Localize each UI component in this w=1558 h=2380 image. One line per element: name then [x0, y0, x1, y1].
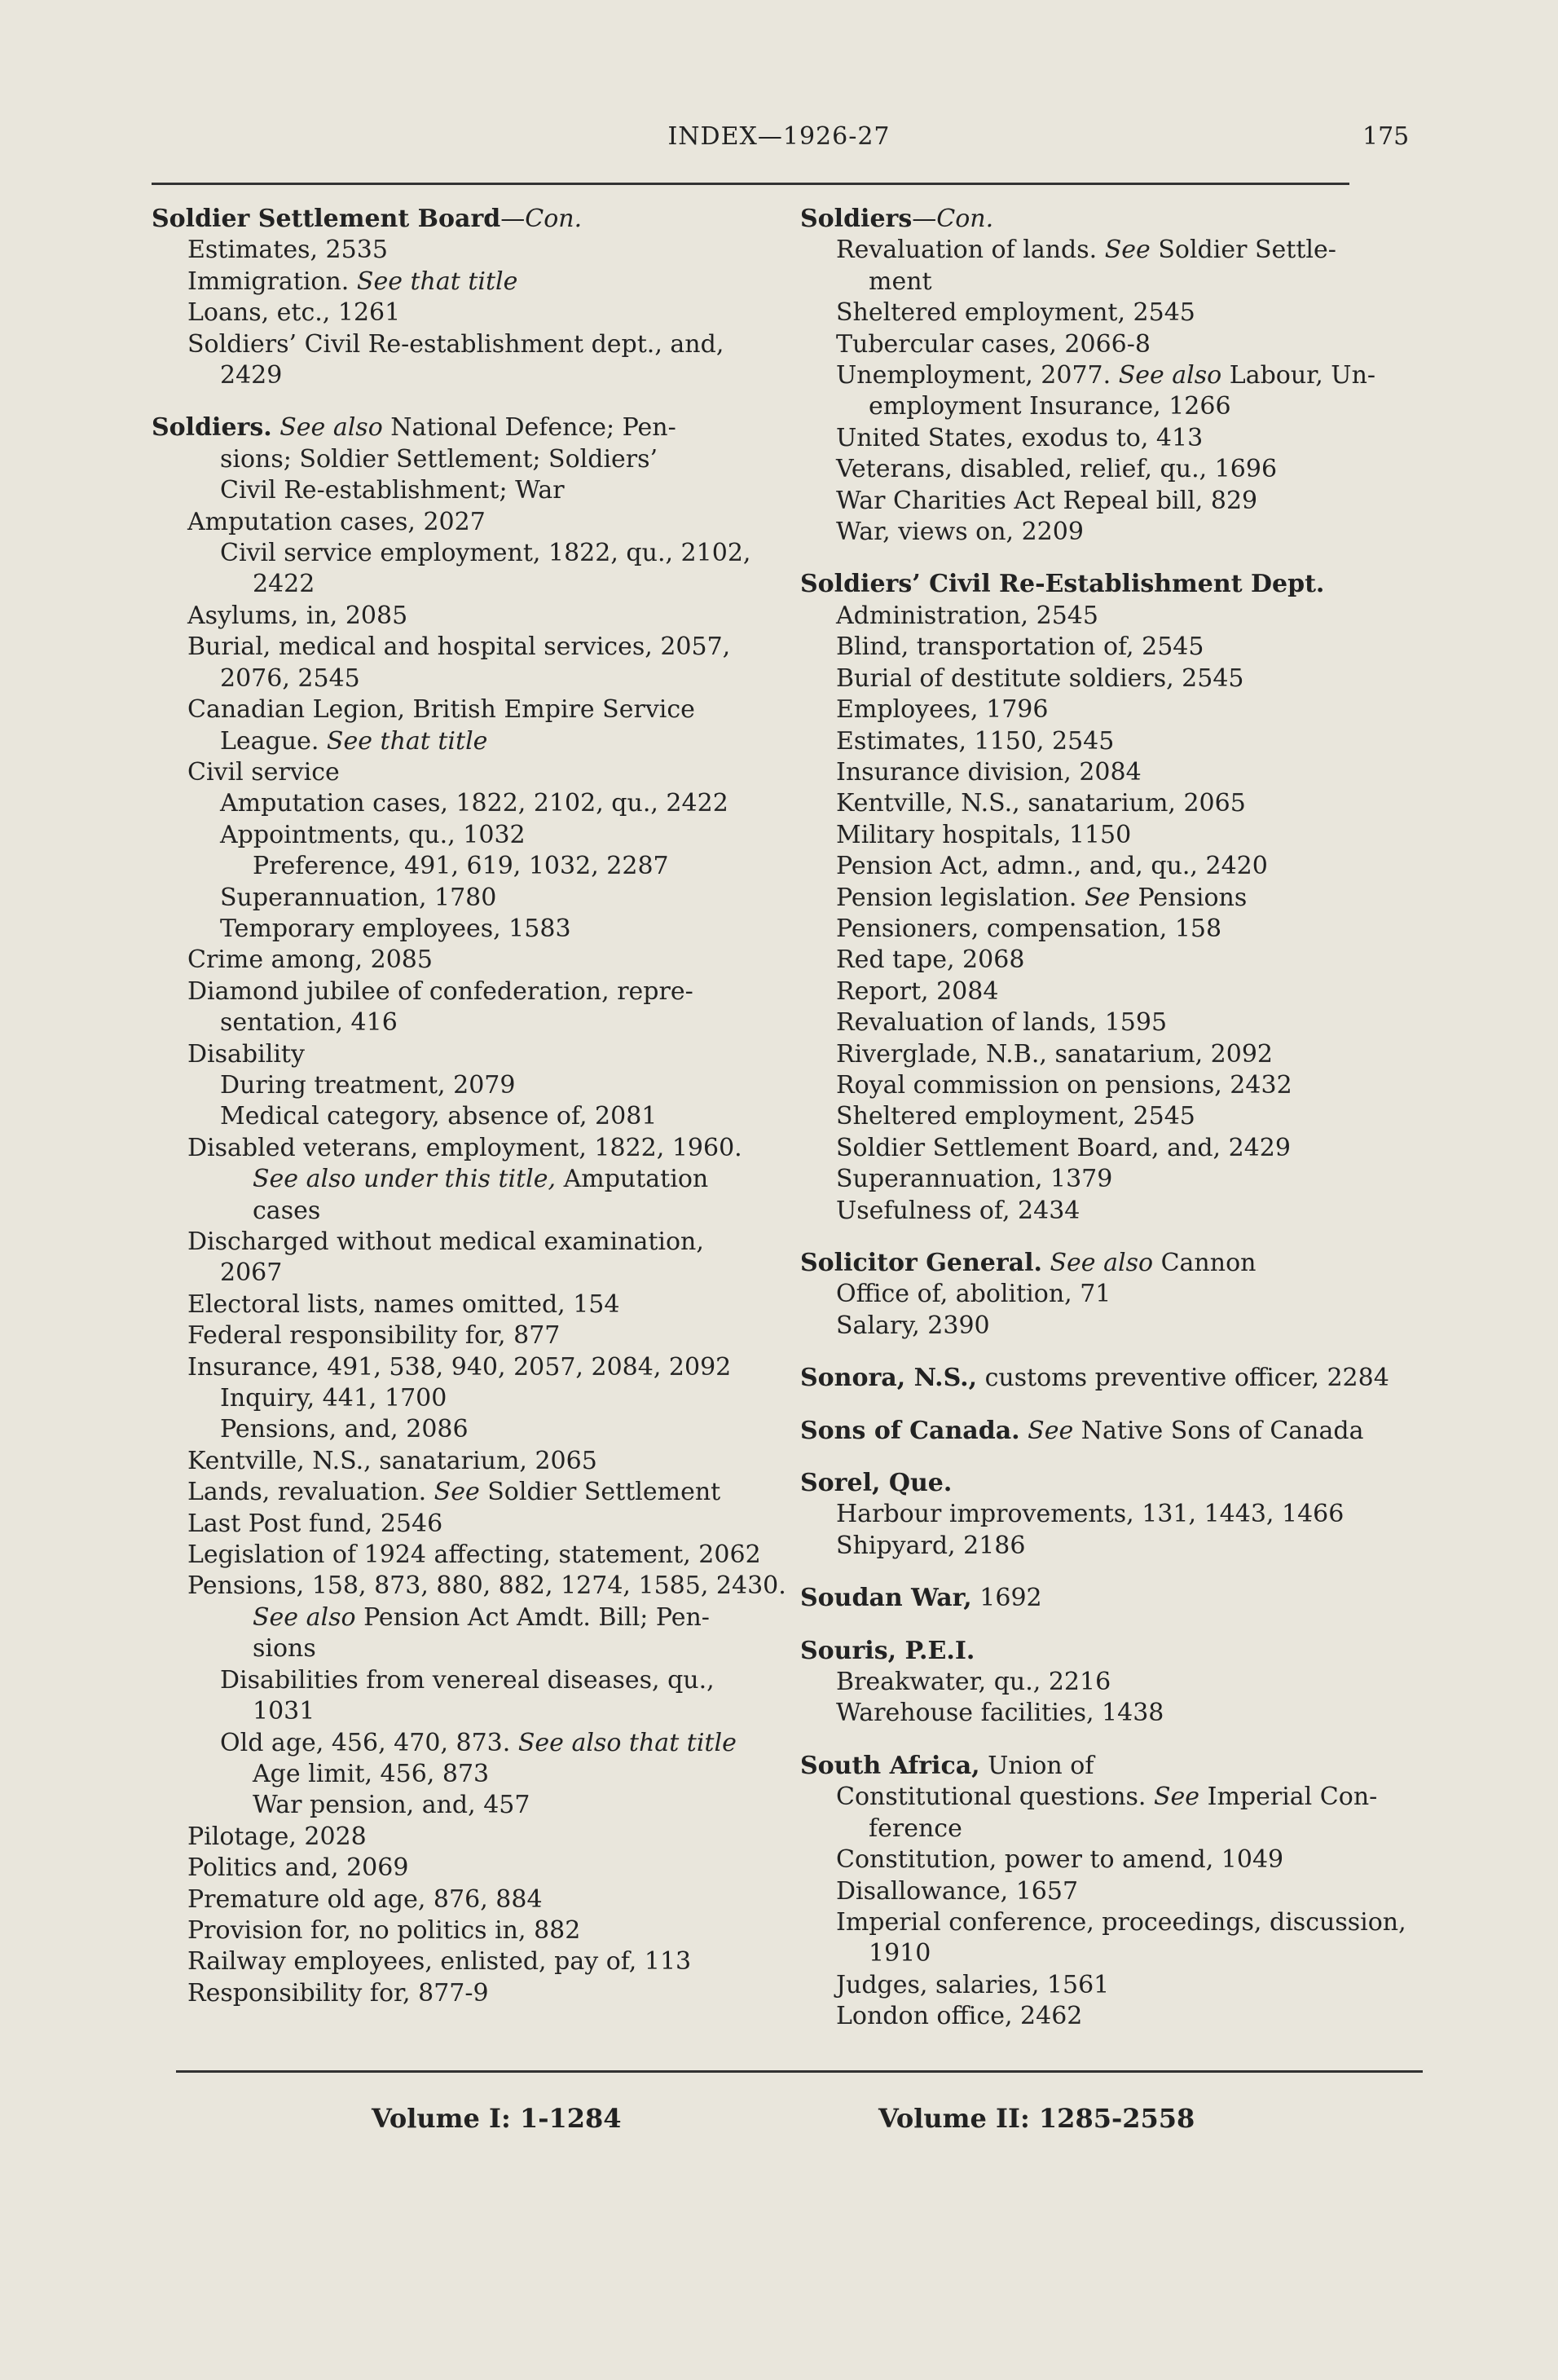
index-line: [800, 1133, 1419, 1164]
index-heading: Soldiers’ Civil Re-Establishment Dept.: [800, 570, 1325, 599]
index-text: Pension Act Amdt. Bill; Pen-: [355, 1602, 710, 1632]
index-line: [152, 945, 771, 976]
index-text: Asylums, in, 2085: [187, 601, 408, 630]
index-line: [800, 1311, 1419, 1342]
index-line: [800, 329, 1419, 360]
cross-reference: See: [434, 1478, 480, 1507]
index-line: [152, 1039, 771, 1070]
index-line: [152, 694, 771, 725]
index-text: Lands, revaluation.: [187, 1478, 434, 1507]
index-text: Inquiry, 441, 1700: [220, 1384, 447, 1413]
index-line: [152, 1477, 771, 1508]
index-line: [152, 663, 771, 694]
index-column-left: [152, 204, 786, 2009]
index-text: Red tape, 2068: [836, 945, 1025, 975]
index-line: [152, 1853, 771, 1884]
index-line: [152, 1101, 771, 1132]
index-text: Sheltered employment, 2545: [836, 298, 1195, 328]
index-text: Amputation cases, 2027: [187, 507, 486, 536]
index-text: Royal commission on pensions, 2432: [836, 1070, 1292, 1100]
index-line: [800, 726, 1419, 757]
index-heading: Sons of Canada.: [800, 1416, 1020, 1445]
index-text: Superannuation, 1780: [220, 883, 497, 912]
index-line: [152, 1383, 771, 1414]
index-text: cases: [253, 1196, 321, 1225]
index-text: Administration, 2545: [836, 601, 1098, 630]
index-line: [800, 1039, 1419, 1070]
index-line: [152, 235, 771, 266]
index-text: 2422: [253, 570, 315, 599]
index-text: Soldier Settlement Board, and, 2429: [836, 1133, 1291, 1162]
index-line: [152, 851, 771, 882]
cross-reference: See that title: [326, 726, 488, 756]
index-line: [152, 267, 771, 298]
index-text: Report, 2084: [836, 976, 999, 1006]
index-text: Disability: [187, 1039, 305, 1069]
header-rule: [152, 183, 1349, 185]
index-text: 2076, 2545: [220, 663, 360, 693]
index-line: [800, 1279, 1419, 1310]
index-line: [152, 329, 771, 360]
index-line: [800, 1248, 1419, 1279]
index-line: [800, 569, 1419, 600]
index-text: sentation, 416: [220, 1008, 398, 1038]
index-line: [800, 517, 1419, 548]
index-line: [152, 632, 771, 663]
volume-two-range: Volume II: 1285-2558: [878, 2103, 1195, 2134]
cross-reference: See that title: [356, 267, 518, 296]
index-text: Riverglade, N.B., sanatarium, 2092: [836, 1039, 1274, 1069]
index-line: [152, 757, 771, 788]
index-text: Discharged without medical examination,: [187, 1227, 704, 1256]
index-text: Loans, etc., 1261: [187, 298, 401, 328]
index-line: [152, 1164, 771, 1195]
index-text: Railway employees, enlisted, pay of, 113: [187, 1947, 692, 1977]
index-line: [152, 1509, 771, 1540]
index-text: Unemployment, 2077.: [836, 361, 1119, 390]
index-heading: Soldiers: [800, 205, 913, 233]
index-line: [800, 883, 1419, 914]
index-text: Pensioners, compensation, 158: [836, 914, 1222, 943]
index-text: Pensions, 158, 873, 880, 882, 1274, 1585, 2430.: [187, 1571, 786, 1601]
index-line: [152, 1602, 771, 1633]
index-line: [152, 1915, 771, 1946]
cross-reference: See also: [253, 1602, 356, 1632]
index-text: Medical category, absence of, 2081: [220, 1102, 658, 1131]
index-line: [152, 1790, 771, 1821]
index-text: Soldiers’ Civil Re-establishment dept., and,: [187, 329, 724, 359]
entry-gap: [800, 1562, 1419, 1583]
index-line: [152, 1946, 771, 1977]
index-line: [152, 820, 771, 851]
index-text: Employees, 1796: [836, 695, 1049, 725]
index-heading: Sonora, N.S.,: [800, 1364, 978, 1393]
index-line: [800, 788, 1419, 819]
index-line: [800, 391, 1419, 422]
index-line: [152, 1728, 771, 1759]
index-heading: Soldier Settlement Board: [152, 205, 501, 233]
index-line: [800, 1667, 1419, 1698]
index-line: [152, 538, 771, 569]
index-text: Legislation of 1924 affecting, statement, 2062: [187, 1540, 761, 1570]
running-head: INDEX—1926-27: [667, 122, 891, 151]
index-text: Civil service: [187, 757, 340, 787]
index-text: Electoral lists, names omitted, 154: [187, 1289, 620, 1319]
index-text: United States, exodus to, 413: [836, 423, 1204, 452]
index-text: Union of: [979, 1751, 1094, 1780]
index-text: Provision for, no politics in, 882: [187, 1915, 581, 1945]
index-text: Insurance, 491, 538, 940, 2057, 2084, 2092: [187, 1352, 732, 1382]
index-text: Harbour improvements, 131, 1443, 1466: [836, 1500, 1345, 1529]
entry-gap: [800, 1447, 1419, 1468]
index-line: [152, 1759, 771, 1790]
index-text: Constitutional questions.: [836, 1783, 1154, 1812]
index-text: Shipyard, 2186: [836, 1531, 1026, 1560]
index-text: Kentville, N.S., sanatarium, 2065: [187, 1446, 597, 1475]
index-text: Military hospitals, 1150: [836, 820, 1132, 849]
index-line: [800, 1363, 1419, 1394]
index-heading: Solicitor General.: [800, 1249, 1042, 1277]
cross-reference: See also that title: [517, 1728, 737, 1757]
index-line: [800, 1164, 1419, 1195]
index-text: Soldier Settlement: [479, 1478, 721, 1507]
index-line: [152, 1822, 771, 1853]
index-line: [152, 1414, 771, 1445]
index-line: [800, 851, 1419, 882]
cross-reference: See also under this title,: [253, 1165, 557, 1194]
index-line: [152, 1133, 771, 1164]
index-line: [800, 1583, 1419, 1614]
index-text: Preference, 491, 619, 1032, 2287: [253, 852, 669, 881]
index-line: [152, 1227, 771, 1258]
index-text: Judges, salaries, 1561: [836, 1970, 1110, 1999]
index-text: Civil service employment, 1822, qu., 2102,: [220, 539, 751, 568]
volume-one-range: Volume I: 1-1284: [372, 2103, 622, 2134]
index-line: [800, 632, 1419, 663]
index-text: —: [500, 205, 526, 233]
index-text: Pension legislation.: [836, 883, 1085, 912]
index-heading: Sorel, Que.: [800, 1469, 953, 1498]
entry-gap: [800, 1227, 1419, 1248]
index-text: Civil Re-establishment; War: [220, 476, 565, 505]
index-text: 1692: [971, 1584, 1042, 1613]
index-text: Burial of destitute soldiers, 2545: [836, 663, 1244, 693]
index-line: [800, 601, 1419, 632]
index-text: Amputation cases, 1822, 2102, qu., 2422: [220, 789, 728, 818]
index-text: Labour, Un-: [1221, 361, 1376, 390]
index-line: [152, 1446, 771, 1477]
index-line: [800, 298, 1419, 328]
entry-gap: [800, 1395, 1419, 1416]
entry-gap: [800, 1730, 1419, 1751]
index-line: [152, 976, 771, 1007]
index-text: Amputation: [556, 1165, 709, 1194]
index-line: [800, 1782, 1419, 1813]
index-line: [152, 475, 771, 506]
index-line: [152, 412, 771, 443]
entry-gap: [800, 1342, 1419, 1363]
index-text: Canadian Legion, British Empire Service: [187, 695, 695, 725]
index-line: [800, 976, 1419, 1007]
index-line: [152, 1571, 786, 1602]
index-text: Usefulness of, 2434: [836, 1196, 1080, 1225]
index-line: [800, 423, 1419, 454]
index-text: Revaluation of lands.: [836, 236, 1105, 265]
index-text: Native Sons of Canada: [1073, 1416, 1364, 1445]
index-heading: Soudan War,: [800, 1584, 972, 1613]
index-text: [1042, 1249, 1050, 1277]
index-text: sions: [253, 1634, 316, 1664]
index-text: Estimates, 2535: [187, 236, 388, 265]
index-line: [152, 360, 771, 391]
cross-reference: Con.: [936, 205, 994, 233]
index-text: Pension Act, admn., and, qu., 2420: [836, 852, 1268, 881]
index-text: Veterans, disabled, relief, qu., 1696: [836, 455, 1278, 484]
index-text: sions; Soldier Settlement; Soldiers’: [220, 444, 658, 474]
index-text: Tubercular cases, 2066-8: [836, 329, 1151, 359]
index-line: [800, 1499, 1419, 1530]
index-text: Pilotage, 2028: [187, 1822, 367, 1851]
index-line: [800, 945, 1419, 976]
index-line: [152, 1696, 771, 1727]
index-line: [800, 204, 1419, 235]
cross-reference: See also: [1050, 1249, 1154, 1277]
index-text: Insurance division, 2084: [836, 757, 1142, 787]
index-text: Cannon: [1153, 1249, 1257, 1277]
cross-reference: See: [1154, 1783, 1200, 1812]
index-text: —: [912, 205, 937, 233]
index-line: [800, 1698, 1419, 1729]
index-line: [152, 1884, 771, 1915]
index-text: 2067: [220, 1258, 283, 1288]
index-heading: Souris, P.E.I.: [800, 1636, 975, 1665]
entry-gap: [800, 1615, 1419, 1636]
index-line: [152, 1070, 771, 1101]
index-heading: Soldiers.: [152, 413, 272, 443]
index-line: [800, 235, 1419, 266]
index-line: [800, 1070, 1419, 1101]
index-line: [800, 820, 1419, 851]
index-line: [152, 569, 771, 600]
index-text: Diamond jubilee of confederation, repre-: [187, 976, 693, 1006]
index-text: During treatment, 2079: [220, 1070, 516, 1100]
index-line: [800, 2001, 1419, 2032]
index-text: Kentville, N.S., sanatarium, 2065: [836, 789, 1246, 818]
index-line: [152, 1289, 771, 1320]
index-text: [1020, 1417, 1028, 1445]
index-line: [800, 1196, 1419, 1227]
index-line: [800, 1814, 1419, 1844]
index-line: [800, 1101, 1419, 1132]
index-line: [800, 267, 1419, 298]
index-text: War Charities Act Repeal bill, 829: [836, 486, 1258, 515]
index-text: ference: [869, 1814, 962, 1843]
index-text: League.: [220, 726, 327, 756]
index-text: Constitution, power to amend, 1049: [836, 1845, 1284, 1875]
index-text: Revaluation of lands, 1595: [836, 1008, 1168, 1038]
cross-reference: See also: [1118, 361, 1222, 390]
index-text: Office of, abolition, 71: [836, 1280, 1111, 1309]
index-text: 2429: [220, 361, 283, 390]
index-line: [152, 1320, 771, 1351]
index-text: War, views on, 2209: [836, 518, 1084, 547]
page-number: 175: [1362, 122, 1410, 151]
cross-reference: See also: [279, 413, 383, 443]
index-text: War pension, and, 457: [253, 1791, 530, 1820]
index-line: [152, 788, 771, 819]
index-text: Appointments, qu., 1032: [220, 820, 526, 849]
index-text: Federal responsibility for, 877: [187, 1321, 561, 1351]
index-line: [152, 601, 771, 632]
index-line: [800, 1007, 1419, 1038]
cross-reference: See: [1028, 1416, 1074, 1445]
index-text: Disabilities from venereal diseases, qu.,: [220, 1665, 715, 1695]
index-line: [800, 757, 1419, 788]
index-line: [152, 1665, 771, 1696]
index-text: 1031: [253, 1697, 315, 1726]
index-heading: South Africa,: [800, 1751, 980, 1780]
index-line: [800, 1468, 1419, 1499]
entry-gap: [152, 391, 771, 412]
index-line: [800, 1531, 1419, 1562]
index-text: 1910: [869, 1939, 931, 1968]
index-text: Last Post fund, 2546: [187, 1509, 443, 1538]
index-line: [800, 1907, 1419, 1938]
index-line: [152, 1540, 771, 1571]
index-line: [800, 1970, 1419, 2001]
index-line: [800, 1636, 1419, 1667]
index-text: Disabled veterans, employment, 1822, 1960.: [187, 1133, 742, 1162]
index-line: [800, 486, 1419, 517]
cross-reference: Con.: [525, 205, 583, 233]
index-line: [800, 1844, 1419, 1875]
index-text: Breakwater, qu., 2216: [836, 1668, 1111, 1697]
cross-reference: See: [1084, 883, 1131, 912]
index-text: Salary, 2390: [836, 1311, 990, 1340]
index-text: Superannuation, 1379: [836, 1165, 1113, 1194]
index-text: Pensions: [1130, 883, 1248, 912]
index-line: [152, 883, 771, 914]
index-text: Sheltered employment, 2545: [836, 1102, 1195, 1131]
index-text: Disallowance, 1657: [836, 1876, 1079, 1906]
index-text: Pensions, and, 2086: [220, 1415, 469, 1444]
index-line: [800, 360, 1419, 391]
entry-gap: [800, 548, 1419, 569]
index-text: employment Insurance, 1266: [869, 392, 1231, 421]
index-line: [152, 914, 771, 945]
index-line: [800, 1876, 1419, 1907]
index-line: [800, 1751, 1419, 1782]
index-line: [152, 507, 771, 538]
index-text: Imperial conference, proceedings, discussion,: [836, 1907, 1406, 1937]
index-line: [152, 1978, 771, 2009]
index-line: [152, 204, 771, 235]
index-text: Burial, medical and hospital services, 2057,: [187, 632, 731, 662]
index-line: [800, 1938, 1419, 1969]
index-line: [152, 444, 771, 475]
footer-rule: [176, 2070, 1423, 2073]
index-text: Premature old age, 876, 884: [187, 1884, 543, 1914]
index-line: [800, 694, 1419, 725]
cross-reference: See: [1104, 236, 1151, 265]
index-line: [800, 454, 1419, 485]
index-line: [152, 726, 771, 757]
index-text: ment: [869, 267, 932, 296]
index-line: [152, 1258, 771, 1289]
index-line: [152, 1352, 771, 1383]
index-text: Politics and, 2069: [187, 1853, 409, 1883]
index-text: Immigration.: [187, 267, 357, 296]
index-text: customs preventive officer, 2284: [977, 1364, 1389, 1393]
index-text: National Defence; Pen-: [382, 413, 676, 443]
index-column-right: [800, 204, 1419, 2033]
index-line: [152, 1633, 771, 1664]
index-text: [272, 413, 280, 442]
index-text: Estimates, 1150, 2545: [836, 726, 1115, 756]
index-line: [800, 914, 1419, 945]
index-text: Temporary employees, 1583: [220, 914, 571, 943]
index-line: [152, 1196, 771, 1227]
index-line: [800, 1416, 1419, 1447]
index-text: Crime among, 2085: [187, 945, 433, 975]
index-text: Warehouse facilities, 1438: [836, 1699, 1164, 1728]
index-text: Imperial Con-: [1199, 1783, 1378, 1812]
index-text: Old age, 456, 470, 873.: [220, 1728, 518, 1757]
index-line: [152, 1007, 771, 1038]
index-text: Blind, transportation of, 2545: [836, 632, 1204, 662]
index-text: Responsibility for, 877-9: [187, 1978, 489, 2008]
index-text: Age limit, 456, 873: [253, 1759, 490, 1788]
index-line: [800, 663, 1419, 694]
index-text: Soldier Settle-: [1150, 236, 1336, 265]
index-line: [152, 298, 771, 328]
index-text: London office, 2462: [836, 2002, 1083, 2031]
